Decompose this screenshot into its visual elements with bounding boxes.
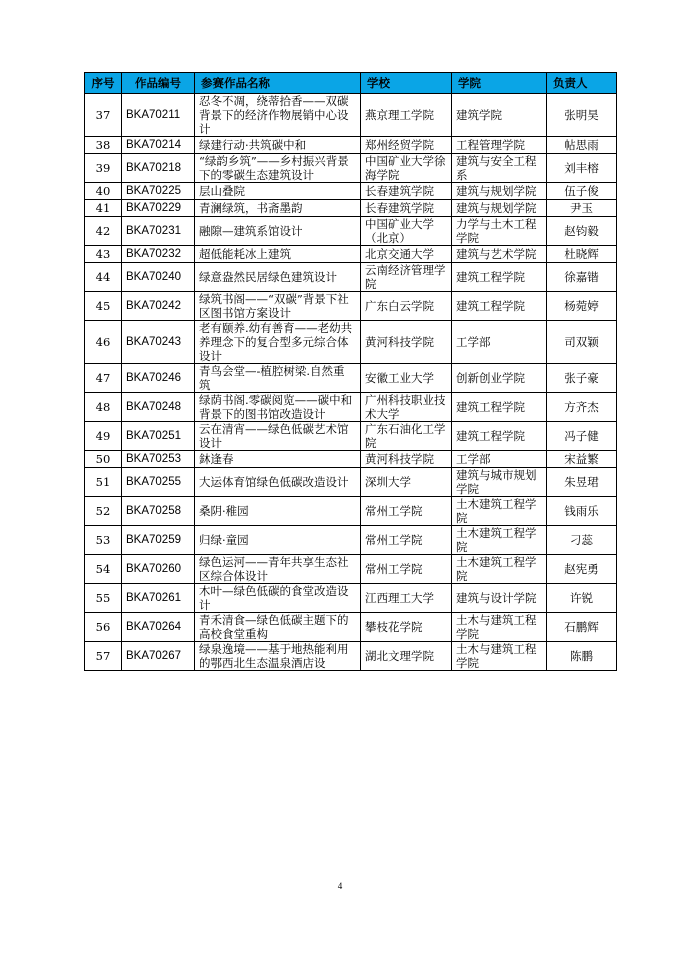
cell-leader: 方齐杰	[547, 393, 617, 422]
cell-school: 黄河科技学院	[361, 451, 452, 468]
cell-no: 54	[85, 555, 122, 584]
cell-title: 青鸟会堂—-植腔树梁.自然重筑	[195, 364, 361, 393]
cell-school: 云南经济管理学院	[361, 263, 452, 292]
cell-title: 归绿·童园	[195, 526, 361, 555]
cell-title: 青禾清食—绿色低碳主题下的高校食堂重构	[195, 613, 361, 642]
cell-code: BKA70253	[122, 451, 195, 468]
cell-no: 44	[85, 263, 122, 292]
cell-title: 老有颐养.幼有善育——老幼共养理念下的复合型多元综合体设计	[195, 321, 361, 364]
cell-no: 39	[85, 154, 122, 183]
table-row	[85, 393, 617, 422]
cell-code: BKA70231	[122, 217, 195, 246]
cell-college: 土木与建筑工程学院	[452, 613, 547, 642]
table-row	[85, 613, 617, 642]
cell-college: 土木与建筑工程学院	[452, 642, 547, 671]
table-row	[85, 468, 617, 497]
cell-no: 43	[85, 246, 122, 263]
cell-leader: 钱雨乐	[547, 497, 617, 526]
cell-school: 湖北文理学院	[361, 642, 452, 671]
cell-leader: 徐嘉锴	[547, 263, 617, 292]
cell-leader: 杨菀婷	[547, 292, 617, 321]
header-leader: 负责人	[547, 73, 617, 94]
cell-no: 38	[85, 137, 122, 154]
cell-title: 绿色运河——青年共享生态社区综合体设计	[195, 555, 361, 584]
cell-no: 46	[85, 321, 122, 364]
cell-college: 建筑工程学院	[452, 393, 547, 422]
header-school: 学校	[361, 73, 452, 94]
header-college: 学院	[452, 73, 547, 94]
cell-college: 创新创业学院	[452, 364, 547, 393]
cell-code: BKA70248	[122, 393, 195, 422]
table-row	[85, 555, 617, 584]
cell-no: 49	[85, 422, 122, 451]
cell-no: 47	[85, 364, 122, 393]
cell-no: 57	[85, 642, 122, 671]
cell-title: 绿筑书阁——“双碳”背景下社区图书馆方案设计	[195, 292, 361, 321]
cell-code: BKA70243	[122, 321, 195, 364]
cell-college: 建筑与城市规划学院	[452, 468, 547, 497]
cell-school: 攀枝花学院	[361, 613, 452, 642]
cell-no: 45	[85, 292, 122, 321]
cell-code: BKA70258	[122, 497, 195, 526]
cell-leader: 伍子俊	[547, 183, 617, 200]
cell-college: 建筑与规划学院	[452, 183, 547, 200]
table-row	[85, 246, 617, 263]
cell-title: 绿建行动·共筑碳中和	[195, 137, 361, 154]
cell-school: 广东石油化工学院	[361, 422, 452, 451]
cell-college: 建筑与设计学院	[452, 584, 547, 613]
cell-leader: 司双颖	[547, 321, 617, 364]
table-row	[85, 154, 617, 183]
cell-code: BKA70242	[122, 292, 195, 321]
cell-code: BKA70264	[122, 613, 195, 642]
cell-school: 北京交通大学	[361, 246, 452, 263]
cell-college: 建筑工程学院	[452, 292, 547, 321]
cell-title: 大运体育馆绿色低碳改造设计	[195, 468, 361, 497]
cell-no: 53	[85, 526, 122, 555]
cell-school: 安徽工业大学	[361, 364, 452, 393]
table-row	[85, 292, 617, 321]
cell-school: 长春建筑学院	[361, 183, 452, 200]
cell-leader: 杜晓辉	[547, 246, 617, 263]
table-header-row	[85, 73, 617, 94]
cell-title: 鈢逢春	[195, 451, 361, 468]
cell-college: 建筑学院	[452, 94, 547, 137]
table-row	[85, 263, 617, 292]
cell-code: BKA70240	[122, 263, 195, 292]
cell-school: 常州工学院	[361, 555, 452, 584]
cell-school: 黄河科技学院	[361, 321, 452, 364]
cell-no: 40	[85, 183, 122, 200]
page-number: 4	[337, 881, 343, 891]
cell-code: BKA70246	[122, 364, 195, 393]
cell-leader: 朱昱珺	[547, 468, 617, 497]
cell-code: BKA70229	[122, 200, 195, 217]
header-code: 作品编号	[122, 73, 195, 94]
cell-leader: 尹玉	[547, 200, 617, 217]
cell-school: 长春建筑学院	[361, 200, 452, 217]
cell-title: 桑阴·稚园	[195, 497, 361, 526]
cell-no: 41	[85, 200, 122, 217]
table-row	[85, 422, 617, 451]
cell-school: 中国矿业大学（北京）	[361, 217, 452, 246]
cell-college: 建筑与安全工程系	[452, 154, 547, 183]
cell-college: 工学部	[452, 451, 547, 468]
cell-no: 37	[85, 94, 122, 137]
cell-title: 云在清宵——绿色低碳艺术馆设计	[195, 422, 361, 451]
cell-no: 52	[85, 497, 122, 526]
cell-leader: 赵钧毅	[547, 217, 617, 246]
cell-leader: 许锐	[547, 584, 617, 613]
cell-no: 56	[85, 613, 122, 642]
cell-leader: 刘丰榕	[547, 154, 617, 183]
table-row	[85, 584, 617, 613]
cell-college: 建筑工程学院	[452, 263, 547, 292]
cell-title: 层山叠院	[195, 183, 361, 200]
cell-title: 青澜绿筑，书斋墨韵	[195, 200, 361, 217]
cell-title: 木叶—绿色低碳的食堂改造设计	[195, 584, 361, 613]
header-no: 序号	[85, 73, 122, 94]
cell-code: BKA70232	[122, 246, 195, 263]
table-row	[85, 526, 617, 555]
cell-code: BKA70225	[122, 183, 195, 200]
table-row	[85, 451, 617, 468]
cell-code: BKA70211	[122, 94, 195, 137]
cell-title: 绿泉逸境——基于地热能利用的鄂西北生态温泉酒店设	[195, 642, 361, 671]
cell-code: BKA70260	[122, 555, 195, 584]
cell-no: 42	[85, 217, 122, 246]
cell-school: 常州工学院	[361, 497, 452, 526]
cell-code: BKA70267	[122, 642, 195, 671]
table-row	[85, 642, 617, 671]
table-row	[85, 137, 617, 154]
cell-title: 融隙—建筑系馆设计	[195, 217, 361, 246]
cell-code: BKA70214	[122, 137, 195, 154]
cell-title: 绿荫书阁.零碳阅览——碳中和背景下的图书馆改造设计	[195, 393, 361, 422]
cell-leader: 张子豪	[547, 364, 617, 393]
table-row	[85, 217, 617, 246]
cell-school: 燕京理工学院	[361, 94, 452, 137]
cell-school: 郑州经贸学院	[361, 137, 452, 154]
cell-college: 土木建筑工程学院	[452, 555, 547, 584]
cell-code: BKA70218	[122, 154, 195, 183]
table-row	[85, 200, 617, 217]
cell-code: BKA70261	[122, 584, 195, 613]
cell-college: 土木建筑工程学院	[452, 497, 547, 526]
cell-college: 建筑与艺术学院	[452, 246, 547, 263]
cell-college: 土木建筑工程学院	[452, 526, 547, 555]
cell-college: 力学与土木工程学院	[452, 217, 547, 246]
cell-school: 广州科技职业技术大学	[361, 393, 452, 422]
cell-school: 常州工学院	[361, 526, 452, 555]
table-row	[85, 321, 617, 364]
cell-college: 工程管理学院	[452, 137, 547, 154]
cell-leader: 刁蕊	[547, 526, 617, 555]
cell-leader: 冯子健	[547, 422, 617, 451]
table-row	[85, 94, 617, 137]
cell-title: 忍冬不凋，绕蒂拾香——双碳背景下的经济作物展销中心设计	[195, 94, 361, 137]
cell-college: 建筑与规划学院	[452, 200, 547, 217]
cell-no: 50	[85, 451, 122, 468]
cell-college: 建筑工程学院	[452, 422, 547, 451]
cell-leader: 陈鹏	[547, 642, 617, 671]
cell-code: BKA70255	[122, 468, 195, 497]
cell-no: 51	[85, 468, 122, 497]
cell-leader: 赵宪勇	[547, 555, 617, 584]
cell-no: 48	[85, 393, 122, 422]
table-row	[85, 183, 617, 200]
cell-title: 绿意盎然民居绿色建筑设计	[195, 263, 361, 292]
cell-no: 55	[85, 584, 122, 613]
cell-school: 深圳大学	[361, 468, 452, 497]
cell-leader: 帖思雨	[547, 137, 617, 154]
cell-title: “绿韵乡筑”——乡村振兴背景下的零碳生态建筑设计	[195, 154, 361, 183]
header-title: 参赛作品名称	[195, 73, 361, 94]
cell-school: 江西理工大学	[361, 584, 452, 613]
cell-code: BKA70251	[122, 422, 195, 451]
table-row	[85, 497, 617, 526]
cell-college: 工学部	[452, 321, 547, 364]
cell-school: 广东白云学院	[361, 292, 452, 321]
cell-leader: 石鹏辉	[547, 613, 617, 642]
cell-leader: 张明昊	[547, 94, 617, 137]
cell-leader: 宋益繁	[547, 451, 617, 468]
cell-title: 超低能耗冰上建筑	[195, 246, 361, 263]
cell-code: BKA70259	[122, 526, 195, 555]
award-entries-table	[84, 72, 617, 671]
table-row	[85, 364, 617, 393]
cell-school: 中国矿业大学徐海学院	[361, 154, 452, 183]
